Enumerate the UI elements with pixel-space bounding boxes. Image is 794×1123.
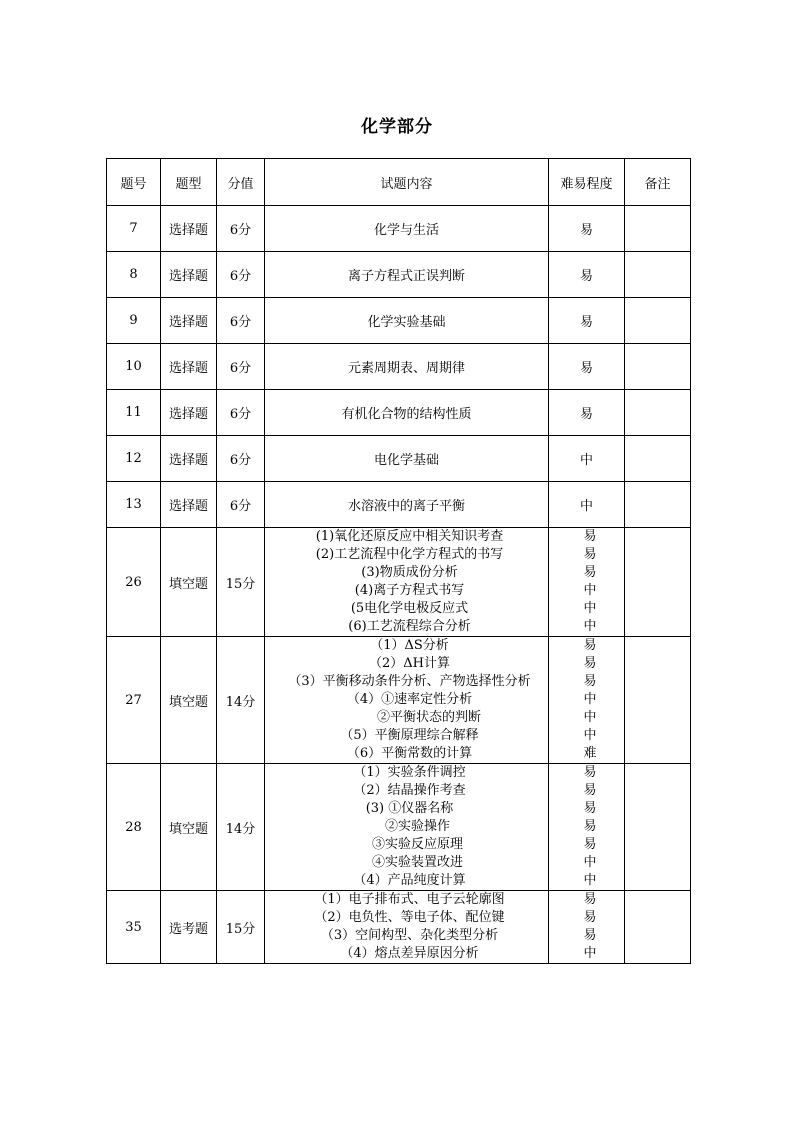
content-line: （6）平衡常数的计算	[346, 746, 473, 761]
content-line: （3）平衡移动条件分析、产物选择性分析	[288, 674, 531, 689]
difficulty-line: 易	[583, 783, 597, 798]
question-content: 元素周期表、周期律	[265, 344, 549, 390]
question-type: 选择题	[161, 344, 217, 390]
question-difficulty: 易	[549, 298, 625, 344]
difficulty-line: 中	[583, 946, 597, 961]
header-difficulty: 难易程度	[549, 159, 625, 206]
content-line: ②平衡状态的判断	[376, 710, 481, 725]
question-content	[265, 891, 549, 964]
content-line: （2）电负性、等电子体、配位键	[314, 910, 505, 925]
question-type: 填空题	[161, 764, 217, 891]
question-note	[625, 764, 691, 891]
table-row	[107, 252, 691, 298]
question-note	[625, 528, 691, 637]
question-note	[625, 344, 691, 390]
difficulty-line: 易	[583, 892, 597, 907]
question-score: 15分	[217, 528, 265, 637]
question-number: 28	[107, 764, 161, 891]
difficulty-line: 易	[583, 674, 597, 689]
difficulty-line: 中	[583, 855, 597, 870]
difficulty-line: 易	[583, 656, 597, 671]
difficulty-line: 易	[583, 928, 597, 943]
content-line: （3）空间构型、杂化类型分析	[320, 928, 499, 943]
question-number: 12	[107, 436, 161, 482]
content-line: （2）ΔH计算	[369, 656, 450, 671]
table-row	[107, 344, 691, 390]
table-row	[107, 891, 691, 964]
exam-table	[106, 158, 691, 964]
question-score: 6分	[217, 252, 265, 298]
table-row	[107, 206, 691, 252]
content-line: ③实验反应原理	[371, 837, 463, 852]
question-score: 6分	[217, 390, 265, 436]
header-row	[107, 159, 691, 206]
question-note	[625, 390, 691, 436]
table-row	[107, 637, 691, 764]
question-difficulty: 易	[549, 390, 625, 436]
question-content	[265, 637, 549, 764]
difficulty-line: 易	[583, 801, 597, 816]
difficulty-line: 易	[583, 565, 597, 580]
difficulty-line: 中	[583, 692, 597, 707]
difficulty-line: 易	[583, 547, 597, 562]
question-difficulty	[549, 528, 625, 637]
question-type: 选择题	[161, 298, 217, 344]
question-difficulty: 易	[549, 206, 625, 252]
difficulty-line: 易	[583, 819, 597, 834]
difficulty-line: 中	[583, 601, 597, 616]
content-line: （1）ΔS分析	[370, 638, 449, 653]
question-difficulty: 中	[549, 482, 625, 528]
question-note	[625, 891, 691, 964]
question-score: 14分	[217, 764, 265, 891]
difficulty-line: 易	[583, 837, 597, 852]
table-row	[107, 528, 691, 637]
table-row	[107, 436, 691, 482]
content-line: ②实验操作	[384, 819, 450, 834]
question-type: 选考题	[161, 891, 217, 964]
content-line: （4）①速率定性分析	[346, 692, 473, 707]
question-difficulty	[549, 891, 625, 964]
difficulty-line: 易	[583, 638, 597, 653]
question-number: 11	[107, 390, 161, 436]
content-line: ④实验装置改进	[371, 855, 463, 870]
content-line: (1)氧化还原反应中相关知识考查	[315, 529, 504, 544]
header-type: 题型	[161, 159, 217, 206]
table-row	[107, 482, 691, 528]
table-row	[107, 764, 691, 891]
question-content	[265, 528, 549, 637]
header-number: 题号	[107, 159, 161, 206]
content-line: (3)物质成份分析	[361, 565, 458, 580]
difficulty-line: 易	[583, 765, 597, 780]
question-type: 填空题	[161, 637, 217, 764]
question-note	[625, 436, 691, 482]
table-row	[107, 298, 691, 344]
header-note: 备注	[625, 159, 691, 206]
content-line: （2）结晶操作考查	[353, 783, 466, 798]
difficulty-line: 易	[583, 910, 597, 925]
question-content: 水溶液中的离子平衡	[265, 482, 549, 528]
content-line: (3) ①仪器名称	[365, 801, 454, 816]
difficulty-line: 中	[583, 728, 597, 743]
question-content: 化学与生活	[265, 206, 549, 252]
question-difficulty: 易	[549, 344, 625, 390]
content-line: (4)离子方程式书写	[354, 583, 465, 598]
question-number: 27	[107, 637, 161, 764]
question-number: 35	[107, 891, 161, 964]
question-content: 有机化合物的结构性质	[265, 390, 549, 436]
content-line: （4）熔点差异原因分析	[340, 946, 479, 961]
content-line: (5电化学电极反应式	[350, 601, 469, 616]
question-content	[265, 764, 549, 891]
content-line: （1）实验条件调控	[353, 765, 466, 780]
question-difficulty: 中	[549, 436, 625, 482]
header-content: 试题内容	[265, 159, 549, 206]
difficulty-line: 中	[583, 873, 597, 888]
difficulty-line: 难	[583, 746, 597, 761]
question-content: 电化学基础	[265, 436, 549, 482]
content-line: （1）电子排布式、电子云轮廓图	[314, 892, 505, 907]
question-score: 6分	[217, 298, 265, 344]
difficulty-line: 中	[583, 710, 597, 725]
question-score: 14分	[217, 637, 265, 764]
question-score: 6分	[217, 344, 265, 390]
question-number: 7	[107, 206, 161, 252]
question-number: 9	[107, 298, 161, 344]
content-line: (6)工艺流程综合分析	[348, 619, 471, 634]
question-type: 选择题	[161, 482, 217, 528]
difficulty-line: 易	[583, 529, 597, 544]
content-line: （4）产品纯度计算	[353, 873, 466, 888]
question-number: 13	[107, 482, 161, 528]
question-note	[625, 206, 691, 252]
question-content: 化学实验基础	[265, 298, 549, 344]
question-type: 选择题	[161, 252, 217, 298]
difficulty-line: 中	[583, 583, 597, 598]
page-title: 化学部分	[361, 117, 433, 137]
question-type: 选择题	[161, 436, 217, 482]
question-content: 离子方程式正误判断	[265, 252, 549, 298]
question-type: 选择题	[161, 206, 217, 252]
header-score: 分值	[217, 159, 265, 206]
table-row	[107, 390, 691, 436]
question-score: 6分	[217, 436, 265, 482]
question-score: 6分	[217, 482, 265, 528]
question-score: 15分	[217, 891, 265, 964]
question-type: 选择题	[161, 390, 217, 436]
question-note	[625, 252, 691, 298]
question-number: 26	[107, 528, 161, 637]
question-note	[625, 298, 691, 344]
question-number: 10	[107, 344, 161, 390]
question-difficulty	[549, 764, 625, 891]
question-note	[625, 482, 691, 528]
question-difficulty: 易	[549, 252, 625, 298]
question-difficulty	[549, 637, 625, 764]
question-note	[625, 637, 691, 764]
content-line: (2)工艺流程中化学方程式的书写	[315, 547, 504, 562]
content-line: （5）平衡原理综合解释	[340, 728, 479, 743]
question-score: 6分	[217, 206, 265, 252]
question-number: 8	[107, 252, 161, 298]
difficulty-line: 中	[583, 619, 597, 634]
question-type: 填空题	[161, 528, 217, 637]
